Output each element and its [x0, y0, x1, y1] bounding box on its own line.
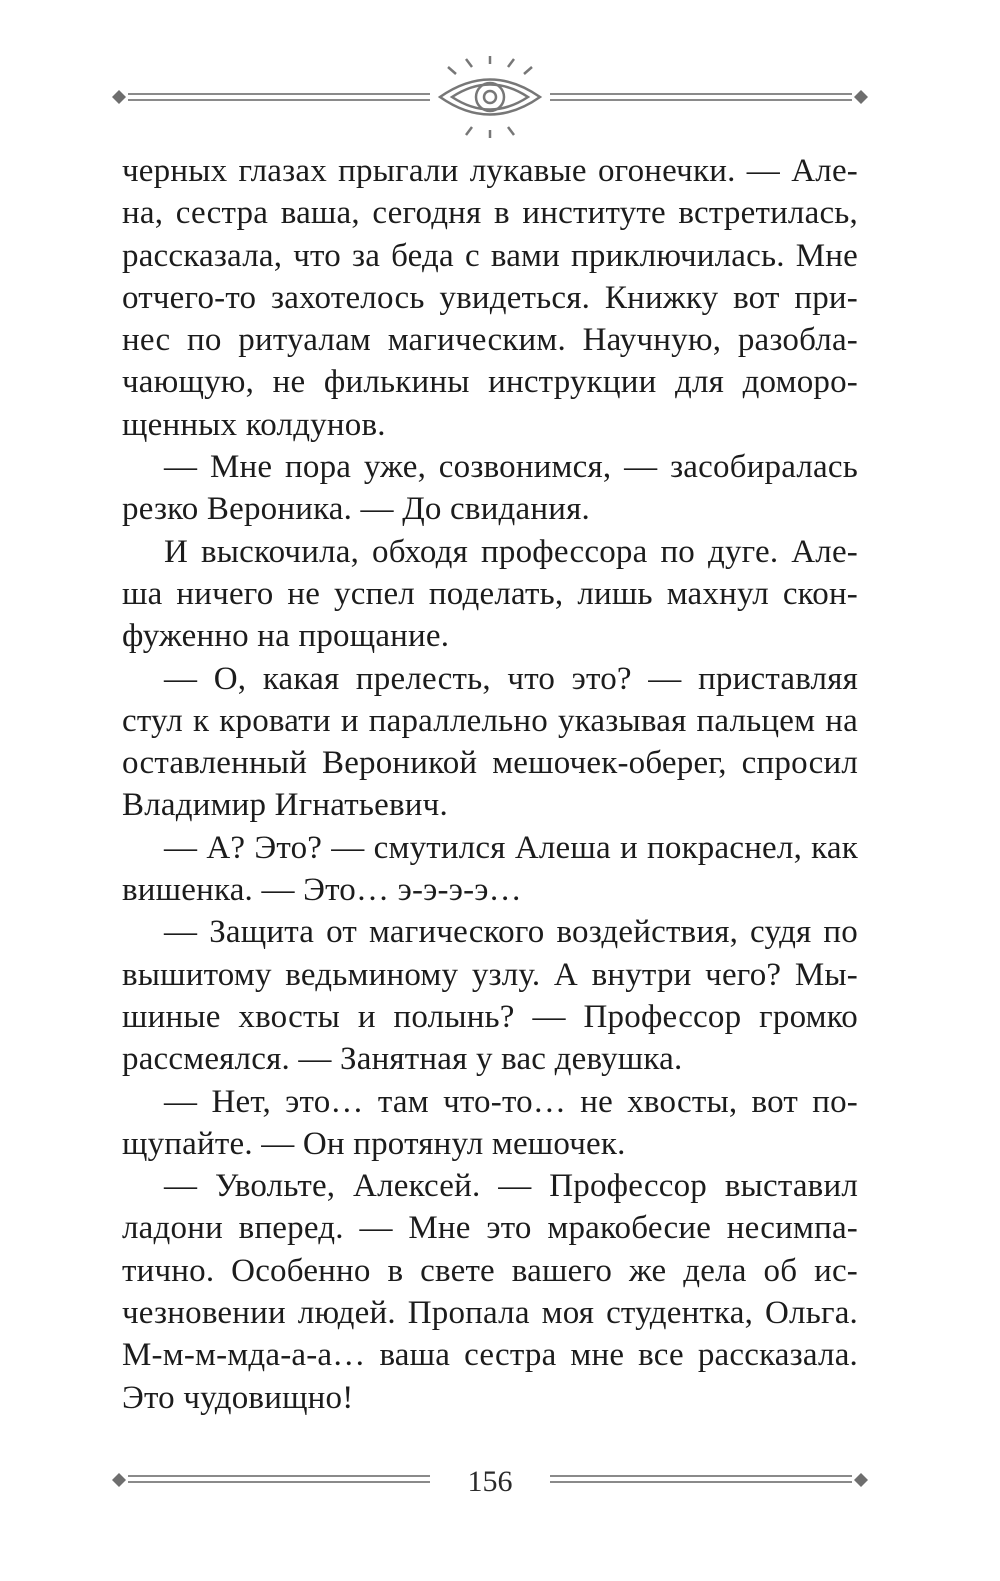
text-line: ладони вперед. — Мне это мракобесие несимпа- — [122, 1210, 858, 1247]
text-line: черных глазах прыгали лукавые огонечки. — Але- — [122, 153, 858, 189]
diamond-icon — [112, 90, 126, 104]
text-line: чающую, не филькины инструкции для доморо- — [122, 364, 858, 401]
page-body-text — [122, 150, 858, 1419]
text-line: шиные хвосты и полынь? — Профессор громко — [122, 998, 858, 1035]
text-line: — Защита от магического воздействия, судя по — [164, 914, 858, 951]
text-line: Это чудовищно! — [122, 1379, 354, 1416]
text-line: тично. Особенно в свете вашего же дела об ис- — [122, 1252, 858, 1289]
text-line: оставленный Вероникой мешочек-оберег, спросил — [122, 745, 858, 782]
text-line: нес по ритуалам магическим. Научную, разобла- — [122, 322, 858, 359]
text-line: щупайте. — Он протянул мешочек. — [122, 1125, 626, 1162]
text-line: стул к кровати и параллельно указывая пальцем на — [122, 702, 858, 739]
diamond-icon — [854, 1473, 868, 1487]
text-line: — Нет, это… там что-то… не хвосты, вот по- — [164, 1083, 858, 1120]
text-line: на, сестра ваша, сегодня в институте встретилась, — [122, 195, 858, 232]
text-line: — О, какая прелесть, что это? — приставляя — [164, 660, 858, 697]
text-line: отчего-то захотелось увидеться. Книжку вот при- — [122, 279, 858, 316]
text-line: Владимир Игнатьевич. — [122, 787, 448, 824]
text-line: чезновении людей. Пропала моя студентка, Ольга. — [122, 1295, 858, 1332]
text-line: — Увольте, Алексей. — Профессор выставил — [164, 1168, 858, 1205]
diamond-icon — [854, 90, 868, 104]
diamond-icon — [112, 1473, 126, 1487]
text-line: вышитому ведьминому узлу. А внутри чего? Мы- — [122, 956, 858, 993]
text-line: М-м-м-мда-а-а… ваша сестра мне все рассказала. — [122, 1337, 858, 1374]
top-ornament — [100, 52, 880, 142]
text-line: фуженно на прощание. — [122, 618, 450, 655]
text-line: рассказала, что за беда с вами приключилась. Мне — [122, 237, 858, 274]
text-line: вишенка. — Это… э-э-э-э… — [122, 872, 522, 909]
text-line: — А? Это? — смутился Алеша и покраснел, как — [164, 829, 858, 866]
text-line: — Мне пора уже, созвонимся, — засобиралась — [164, 449, 858, 486]
text-line: рассмеялся. — Занятная у вас девушка. — [122, 1041, 683, 1078]
text-line: ша ничего не успел поделать, лишь махнул скон- — [122, 575, 858, 612]
text-line: щенных колдунов. — [122, 406, 386, 443]
text-line: резко Вероника. — До свидания. — [122, 491, 590, 528]
page-number: 156 — [467, 1465, 513, 1498]
text-line: И выскочила, обходя профессора по дуге. Але- — [164, 533, 858, 570]
eye-icon — [440, 56, 540, 138]
